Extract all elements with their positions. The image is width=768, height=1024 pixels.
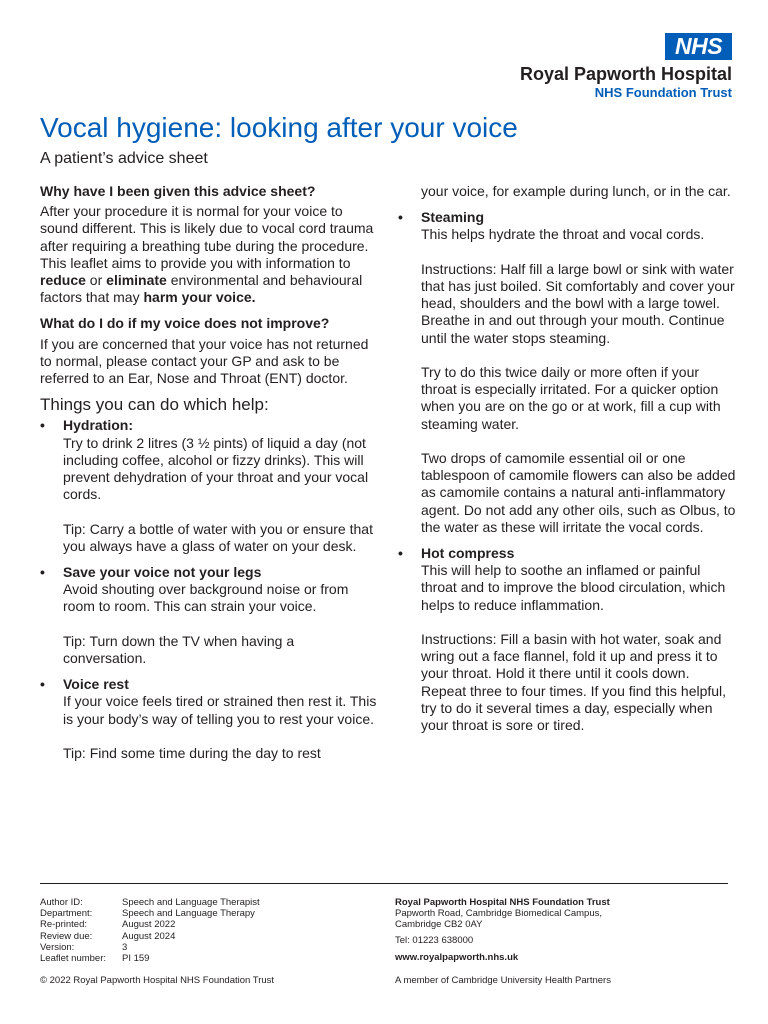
item-text: Try to drink 2 litres (3 ½ pints) of liquid a day (not including coffee, alcohol or fizzy drinks). This will prevent dehydration of your throat and your vocal cords. — [63, 434, 369, 503]
footer-meta — [40, 897, 260, 964]
meta-row — [40, 897, 260, 908]
contact-address-2: Cambridge CB2 0AY — [395, 919, 483, 931]
answer-why-text-1: After your procedure it is normal for your voice to sound different. This is likely due to vocal cord trauma after requiring a breathing tube during the procedure. This leaflet aims to provide you with information to — [40, 203, 374, 271]
list-item-hydration — [40, 417, 380, 555]
item-title: Hot compress — [421, 545, 515, 562]
bullet-icon: • — [398, 209, 403, 226]
answer-why-text-2: or — [85, 272, 107, 289]
meta-key: Leaflet number: — [40, 953, 107, 965]
item-instructions: Instructions: Half fill a large bowl or sink with water that has just boiled. Sit comfortably and cover your head, shoulders and the bowl with a large towel. Breathe in and out through your mouth. Continue until the water stops steaming. — [421, 260, 735, 346]
item-text: This helps hydrate the throat and vocal cords. — [421, 226, 705, 243]
page-title: Vocal hygiene: looking after your voice — [40, 112, 518, 143]
meta-key: Version: — [40, 941, 75, 953]
page-subtitle: A patient’s advice sheet — [40, 150, 208, 167]
item-instructions: Instructions: Fill a basin with hot water, soak and wring out a face flannel, fold it up and press it to your throat. Hold it there until it cools down. Repeat three to four times. If you find this helpful, try to do it several times a day, especially when your throat is sore or tired. — [421, 631, 727, 734]
list-item-steaming — [398, 209, 738, 536]
meta-value: August 2022 — [122, 919, 176, 931]
continuation-text: your voice, for example during lunch, or in the car. — [421, 183, 731, 199]
answer-why-bold-reduce: reduce — [40, 272, 86, 289]
answer-why-bold-eliminate: eliminate — [106, 272, 167, 289]
meta-key: Re-printed: — [40, 919, 87, 931]
item-text: This will help to soothe an inflamed or painful throat and to improve the blood circulation, which helps to reduce inflammation. — [421, 562, 726, 613]
item-text: If your voice feels tired or strained then rest it. This is your body’s way of telling you to rest your voice. — [63, 693, 377, 727]
item-tip: Tip: Find some time during the day to rest — [63, 745, 321, 762]
list-item-voice-rest — [40, 676, 380, 762]
meta-row — [40, 942, 260, 953]
meta-key: Author ID: — [40, 897, 83, 908]
item-text: Avoid shouting over background noise or from room to room. This can strain your voice. — [63, 581, 349, 615]
item-title: Save your voice not your legs — [63, 564, 262, 581]
answer-why-bold-harm: harm your voice. — [143, 289, 256, 306]
question-improve-heading: What do I do if my voice does not improve? — [40, 315, 330, 332]
org-trust: NHS Foundation Trust — [594, 85, 732, 100]
bullet-icon: • — [398, 545, 403, 562]
answer-why-paragraph — [40, 203, 380, 306]
contact-tel: Tel: 01223 638000 — [395, 934, 474, 946]
member-statement: A member of Cambridge University Health Partners — [395, 975, 611, 986]
left-column — [40, 183, 380, 762]
answer-improve-paragraph: If you are concerned that your voice has not returned to normal, please contact your GP and ask to be referred to an Ear, Nose and Throat (ENT) doctor. — [40, 335, 369, 387]
contact-address-1: Papworth Road, Cambridge Biomedical Campus, — [395, 908, 602, 920]
item-title: Hydration: — [63, 417, 133, 434]
contact-web-link[interactable]: www.royalpapworth.nhs.uk — [395, 951, 519, 963]
contact-org: Royal Papworth Hospital NHS Foundation Trust — [395, 897, 610, 908]
bullet-icon: • — [40, 676, 45, 693]
footer-divider — [40, 883, 728, 884]
question-why-heading: Why have I been given this advice sheet? — [40, 183, 316, 199]
footer-contact — [395, 897, 735, 963]
item-title: Voice rest — [63, 676, 129, 693]
item-tip: Try to do this twice daily or more often if your throat is especially irritated. For a quicker option when you are on the go or at work, fill a cup with steaming water. — [421, 364, 721, 432]
meta-row — [40, 908, 260, 919]
item-title: Steaming — [421, 209, 485, 226]
right-column — [398, 183, 738, 734]
bullet-icon: • — [40, 417, 45, 434]
item-tip: Tip: Carry a bottle of water with you or ensure that you always have a glass of water on your desk. — [63, 520, 373, 554]
answer-why-text-3: environmental and behavioural factors that may — [40, 272, 363, 306]
copyright: © 2022 Royal Papworth Hospital NHS Foundation Trust — [40, 975, 275, 986]
meta-value: PI 159 — [122, 953, 150, 965]
meta-value: August 2024 — [122, 930, 176, 942]
meta-row — [40, 931, 260, 942]
meta-row — [40, 919, 260, 930]
item-tip: Tip: Turn down the TV when having a conversation. — [63, 632, 295, 667]
item-extra: Two drops of camomile essential oil or one tablespoon of camomile flowers can also be added as camomile contains a natural anti-inflammatory agent. Do not add any other oils, such as Olbus, to the water as these will irritate the vocal cords. — [421, 450, 736, 535]
things-help-heading: Things you can do which help: — [40, 395, 269, 415]
org-name: Royal Papworth Hospital — [519, 64, 732, 84]
list-item-hot-compress — [398, 545, 738, 734]
list-item-save-voice — [40, 564, 380, 667]
meta-value: Speech and Language Therapy — [122, 908, 255, 920]
bullet-icon: • — [40, 564, 45, 581]
nhs-logo: NHS — [665, 33, 732, 60]
meta-value: Speech and Language Therapist — [122, 897, 260, 908]
meta-key: Review due: — [40, 930, 93, 942]
meta-value: 3 — [122, 941, 128, 953]
meta-key: Department: — [40, 908, 93, 920]
meta-row — [40, 953, 260, 964]
